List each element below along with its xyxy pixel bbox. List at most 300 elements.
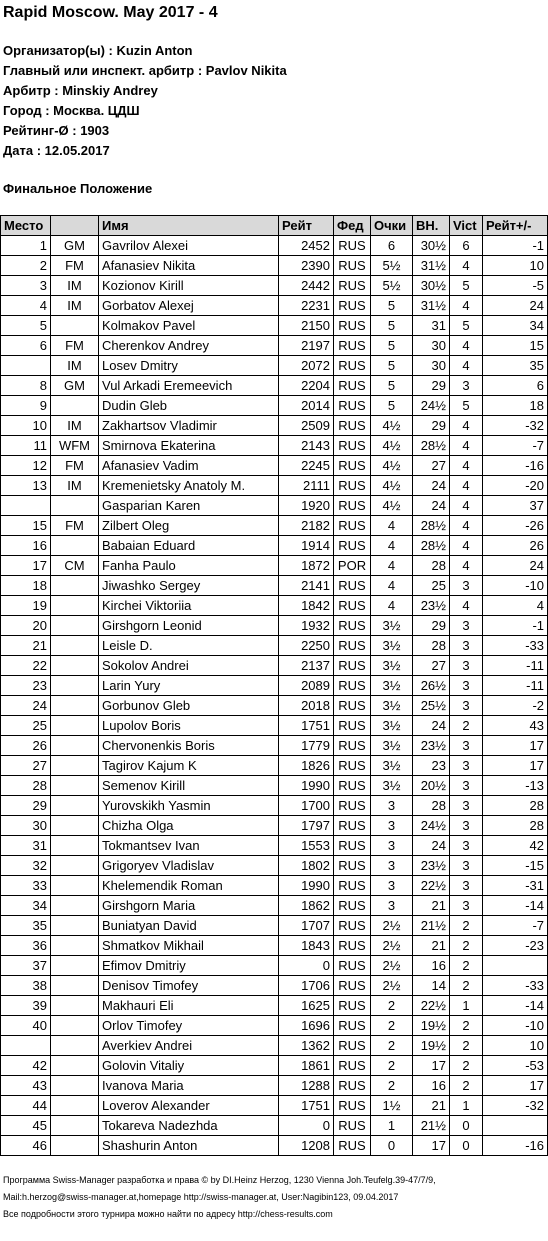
buchholz-cell: 21 bbox=[413, 896, 450, 916]
points-cell: 5 bbox=[371, 396, 413, 416]
points-cell: 5 bbox=[371, 316, 413, 336]
table-row bbox=[1, 316, 548, 336]
rating-cell: 2111 bbox=[279, 476, 334, 496]
player-name-cell: Ivanova Maria bbox=[99, 1076, 279, 1096]
victories-cell: 3 bbox=[450, 856, 483, 876]
col-header-points: Очки bbox=[371, 216, 413, 236]
rating-cell: 0 bbox=[279, 956, 334, 976]
victories-cell: 4 bbox=[450, 336, 483, 356]
rank-cell: 19 bbox=[1, 596, 51, 616]
rating-change-cell: 42 bbox=[483, 836, 548, 856]
rating-cell: 2089 bbox=[279, 676, 334, 696]
buchholz-cell: 27 bbox=[413, 656, 450, 676]
player-name-cell: Losev Dmitry bbox=[99, 356, 279, 376]
federation-cell: RUS bbox=[334, 656, 371, 676]
table-row bbox=[1, 396, 548, 416]
table-row bbox=[1, 996, 548, 1016]
federation-cell: RUS bbox=[334, 1016, 371, 1036]
title-cell bbox=[51, 996, 99, 1016]
rank-cell bbox=[1, 496, 51, 516]
table-row bbox=[1, 616, 548, 636]
player-name-cell: Efimov Dmitriy bbox=[99, 956, 279, 976]
footer-line-2: Mail:h.herzog@swiss-manager.at,homepage http://swiss-manager.at, User:Nagibin123, 09.04.2017 bbox=[3, 1192, 399, 1202]
buchholz-cell: 16 bbox=[413, 956, 450, 976]
table-row bbox=[1, 1056, 548, 1076]
title-cell: FM bbox=[51, 516, 99, 536]
table-row bbox=[1, 416, 548, 436]
points-cell: 2 bbox=[371, 1076, 413, 1096]
buchholz-cell: 31½ bbox=[413, 256, 450, 276]
points-cell: 4 bbox=[371, 576, 413, 596]
rating-change-cell: -14 bbox=[483, 996, 548, 1016]
table-row bbox=[1, 656, 548, 676]
rating-cell: 1696 bbox=[279, 1016, 334, 1036]
buchholz-cell: 30 bbox=[413, 336, 450, 356]
player-name-cell: Shashurin Anton bbox=[99, 1136, 279, 1156]
rank-cell: 10 bbox=[1, 416, 51, 436]
rank-cell: 39 bbox=[1, 996, 51, 1016]
title-cell bbox=[51, 896, 99, 916]
federation-cell: RUS bbox=[334, 1076, 371, 1096]
federation-cell: RUS bbox=[334, 996, 371, 1016]
rank-cell: 6 bbox=[1, 336, 51, 356]
table-row bbox=[1, 1076, 548, 1096]
title-cell bbox=[51, 936, 99, 956]
rating-change-cell: 28 bbox=[483, 816, 548, 836]
buchholz-cell: 21 bbox=[413, 1096, 450, 1116]
table-row bbox=[1, 736, 548, 756]
victories-cell: 3 bbox=[450, 616, 483, 636]
buchholz-cell: 23½ bbox=[413, 856, 450, 876]
rating-cell: 2231 bbox=[279, 296, 334, 316]
player-name-cell: Afanasiev Vadim bbox=[99, 456, 279, 476]
table-row bbox=[1, 916, 548, 936]
rating-cell: 2182 bbox=[279, 516, 334, 536]
player-name-cell: Kozionov Kirill bbox=[99, 276, 279, 296]
victories-cell: 4 bbox=[450, 556, 483, 576]
points-cell: 4½ bbox=[371, 476, 413, 496]
buchholz-cell: 28½ bbox=[413, 436, 450, 456]
title-cell: CM bbox=[51, 556, 99, 576]
rank-cell: 21 bbox=[1, 636, 51, 656]
points-cell: 3½ bbox=[371, 616, 413, 636]
rating-change-cell: 37 bbox=[483, 496, 548, 516]
buchholz-cell: 28½ bbox=[413, 516, 450, 536]
title-cell bbox=[51, 976, 99, 996]
federation-cell: RUS bbox=[334, 1056, 371, 1076]
federation-cell: RUS bbox=[334, 296, 371, 316]
buchholz-cell: 19½ bbox=[413, 1036, 450, 1056]
player-name-cell: Gorbunov Gleb bbox=[99, 696, 279, 716]
rank-cell: 30 bbox=[1, 816, 51, 836]
table-row bbox=[1, 796, 548, 816]
table-row bbox=[1, 1116, 548, 1136]
rank-cell: 31 bbox=[1, 836, 51, 856]
buchholz-cell: 16 bbox=[413, 1076, 450, 1096]
rating-cell: 2204 bbox=[279, 376, 334, 396]
rating-change-cell: 24 bbox=[483, 296, 548, 316]
table-row bbox=[1, 1016, 548, 1036]
rank-cell: 43 bbox=[1, 1076, 51, 1096]
title-cell bbox=[51, 396, 99, 416]
victories-cell: 4 bbox=[450, 516, 483, 536]
victories-cell: 3 bbox=[450, 796, 483, 816]
rating-cell: 1208 bbox=[279, 1136, 334, 1156]
title-cell: GM bbox=[51, 236, 99, 256]
date-line: Дата : 12.05.2017 bbox=[3, 143, 110, 158]
rating-cell: 2442 bbox=[279, 276, 334, 296]
rating-change-cell: 10 bbox=[483, 1036, 548, 1056]
federation-cell: RUS bbox=[334, 536, 371, 556]
buchholz-cell: 31 bbox=[413, 316, 450, 336]
title-cell bbox=[51, 776, 99, 796]
buchholz-cell: 17 bbox=[413, 1136, 450, 1156]
rank-cell: 13 bbox=[1, 476, 51, 496]
rating-cell: 1779 bbox=[279, 736, 334, 756]
rating-change-cell: -13 bbox=[483, 776, 548, 796]
rating-change-cell: 35 bbox=[483, 356, 548, 376]
col-header-rank: Место bbox=[1, 216, 51, 236]
player-name-cell: Zilbert Oleg bbox=[99, 516, 279, 536]
rank-cell: 3 bbox=[1, 276, 51, 296]
table-row bbox=[1, 556, 548, 576]
col-header-federation: Фед bbox=[334, 216, 371, 236]
buchholz-cell: 14 bbox=[413, 976, 450, 996]
rating-cell: 1553 bbox=[279, 836, 334, 856]
rank-cell: 38 bbox=[1, 976, 51, 996]
buchholz-cell: 24 bbox=[413, 496, 450, 516]
victories-cell: 1 bbox=[450, 1096, 483, 1116]
victories-cell: 4 bbox=[450, 496, 483, 516]
title-cell bbox=[51, 616, 99, 636]
victories-cell: 4 bbox=[450, 476, 483, 496]
rating-change-cell: 15 bbox=[483, 336, 548, 356]
federation-cell: RUS bbox=[334, 936, 371, 956]
rating-change-cell: -26 bbox=[483, 516, 548, 536]
federation-cell: RUS bbox=[334, 436, 371, 456]
points-cell: 2½ bbox=[371, 916, 413, 936]
victories-cell: 2 bbox=[450, 956, 483, 976]
table-header-row bbox=[1, 216, 548, 236]
player-name-cell: Dudin Gleb bbox=[99, 396, 279, 416]
points-cell: 5 bbox=[371, 356, 413, 376]
victories-cell: 4 bbox=[450, 456, 483, 476]
points-cell: 0 bbox=[371, 1136, 413, 1156]
federation-cell: RUS bbox=[334, 836, 371, 856]
table-row bbox=[1, 876, 548, 896]
federation-cell: RUS bbox=[334, 356, 371, 376]
rating-cell: 2197 bbox=[279, 336, 334, 356]
rating-cell: 1625 bbox=[279, 996, 334, 1016]
player-name-cell: Cherenkov Andrey bbox=[99, 336, 279, 356]
rating-cell: 2452 bbox=[279, 236, 334, 256]
col-header-buchholz: ВН. bbox=[413, 216, 450, 236]
table-row bbox=[1, 456, 548, 476]
rating-change-cell: 10 bbox=[483, 256, 548, 276]
rating-change-cell: -32 bbox=[483, 416, 548, 436]
title-cell bbox=[51, 696, 99, 716]
buchholz-cell: 24½ bbox=[413, 816, 450, 836]
player-name-cell: Smirnova Ekaterina bbox=[99, 436, 279, 456]
title-cell bbox=[51, 656, 99, 676]
table-row bbox=[1, 636, 548, 656]
points-cell: 2½ bbox=[371, 976, 413, 996]
points-cell: 2 bbox=[371, 1056, 413, 1076]
player-name-cell: Tokmantsev Ivan bbox=[99, 836, 279, 856]
table-row bbox=[1, 576, 548, 596]
player-name-cell: Tagirov Kajum K bbox=[99, 756, 279, 776]
title-cell bbox=[51, 736, 99, 756]
rating-change-cell: 26 bbox=[483, 536, 548, 556]
rank-cell: 42 bbox=[1, 1056, 51, 1076]
player-name-cell: Kolmakov Pavel bbox=[99, 316, 279, 336]
rank-cell: 40 bbox=[1, 1016, 51, 1036]
points-cell: 3½ bbox=[371, 756, 413, 776]
table-row bbox=[1, 276, 548, 296]
rating-change-cell: 6 bbox=[483, 376, 548, 396]
rating-cell: 2014 bbox=[279, 396, 334, 416]
avg-rating-line: Рейтинг-Ø : 1903 bbox=[3, 123, 110, 138]
buchholz-cell: 31½ bbox=[413, 296, 450, 316]
title-cell bbox=[51, 876, 99, 896]
rating-change-cell: 34 bbox=[483, 316, 548, 336]
rank-cell: 5 bbox=[1, 316, 51, 336]
rank-cell: 33 bbox=[1, 876, 51, 896]
rating-change-cell: -23 bbox=[483, 936, 548, 956]
arbiter-line: Арбитр : Minskiy Andrey bbox=[3, 83, 158, 98]
rank-cell bbox=[1, 356, 51, 376]
player-name-cell: Girshgorn Maria bbox=[99, 896, 279, 916]
federation-cell: RUS bbox=[334, 1116, 371, 1136]
col-header-rating-change: Рейт+/- bbox=[483, 216, 548, 236]
rank-cell: 26 bbox=[1, 736, 51, 756]
table-row bbox=[1, 896, 548, 916]
rating-change-cell: -5 bbox=[483, 276, 548, 296]
rating-cell: 2509 bbox=[279, 416, 334, 436]
rank-cell: 2 bbox=[1, 256, 51, 276]
rank-cell: 23 bbox=[1, 676, 51, 696]
points-cell: 2 bbox=[371, 1016, 413, 1036]
title-cell bbox=[51, 1016, 99, 1036]
rank-cell: 9 bbox=[1, 396, 51, 416]
federation-cell: RUS bbox=[334, 316, 371, 336]
victories-cell: 3 bbox=[450, 776, 483, 796]
buchholz-cell: 28 bbox=[413, 636, 450, 656]
points-cell: 3½ bbox=[371, 696, 413, 716]
victories-cell: 4 bbox=[450, 596, 483, 616]
points-cell: 5 bbox=[371, 296, 413, 316]
rating-cell: 1706 bbox=[279, 976, 334, 996]
points-cell: 3 bbox=[371, 816, 413, 836]
player-name-cell: Shmatkov Mikhail bbox=[99, 936, 279, 956]
title-cell: IM bbox=[51, 276, 99, 296]
player-name-cell: Yurovskikh Yasmin bbox=[99, 796, 279, 816]
buchholz-cell: 24 bbox=[413, 716, 450, 736]
points-cell: 3½ bbox=[371, 636, 413, 656]
rating-change-cell: 17 bbox=[483, 736, 548, 756]
rank-cell: 8 bbox=[1, 376, 51, 396]
title-cell bbox=[51, 316, 99, 336]
col-header-name: Имя bbox=[99, 216, 279, 236]
buchholz-cell: 25 bbox=[413, 576, 450, 596]
footer-line-1: Программа Swiss-Manager разработка и права © by DI.Heinz Herzog, 1230 Vienna Joh.Teufelg.39-47/7/9, bbox=[3, 1175, 436, 1185]
victories-cell: 2 bbox=[450, 916, 483, 936]
rating-change-cell: -1 bbox=[483, 616, 548, 636]
buchholz-cell: 29 bbox=[413, 376, 450, 396]
victories-cell: 3 bbox=[450, 656, 483, 676]
buchholz-cell: 19½ bbox=[413, 1016, 450, 1036]
rating-change-cell: -20 bbox=[483, 476, 548, 496]
rating-change-cell: -15 bbox=[483, 856, 548, 876]
table-row bbox=[1, 696, 548, 716]
rank-cell: 20 bbox=[1, 616, 51, 636]
rank-cell: 22 bbox=[1, 656, 51, 676]
rating-cell: 2018 bbox=[279, 696, 334, 716]
federation-cell: POR bbox=[334, 556, 371, 576]
player-name-cell: Lupolov Boris bbox=[99, 716, 279, 736]
rating-cell: 1842 bbox=[279, 596, 334, 616]
rating-cell: 1288 bbox=[279, 1076, 334, 1096]
rating-cell: 1751 bbox=[279, 716, 334, 736]
title-cell bbox=[51, 1136, 99, 1156]
rating-cell: 2250 bbox=[279, 636, 334, 656]
buchholz-cell: 21 bbox=[413, 936, 450, 956]
table-row bbox=[1, 376, 548, 396]
rank-cell: 27 bbox=[1, 756, 51, 776]
victories-cell: 4 bbox=[450, 536, 483, 556]
table-row bbox=[1, 536, 548, 556]
buchholz-cell: 28½ bbox=[413, 536, 450, 556]
rating-cell: 1700 bbox=[279, 796, 334, 816]
victories-cell: 2 bbox=[450, 716, 483, 736]
rating-cell: 1843 bbox=[279, 936, 334, 956]
table-row bbox=[1, 436, 548, 456]
title-cell bbox=[51, 1116, 99, 1136]
player-name-cell: Semenov Kirill bbox=[99, 776, 279, 796]
federation-cell: RUS bbox=[334, 816, 371, 836]
title-cell bbox=[51, 856, 99, 876]
victories-cell: 6 bbox=[450, 236, 483, 256]
points-cell: 2 bbox=[371, 996, 413, 1016]
rank-cell: 28 bbox=[1, 776, 51, 796]
buchholz-cell: 17 bbox=[413, 1056, 450, 1076]
rating-cell: 1826 bbox=[279, 756, 334, 776]
buchholz-cell: 27 bbox=[413, 456, 450, 476]
table-row bbox=[1, 336, 548, 356]
buchholz-cell: 25½ bbox=[413, 696, 450, 716]
player-name-cell: Larin Yury bbox=[99, 676, 279, 696]
victories-cell: 4 bbox=[450, 296, 483, 316]
federation-cell: RUS bbox=[334, 716, 371, 736]
table-row bbox=[1, 296, 548, 316]
rank-cell: 15 bbox=[1, 516, 51, 536]
buchholz-cell: 21½ bbox=[413, 1116, 450, 1136]
federation-cell: RUS bbox=[334, 476, 371, 496]
points-cell: 4 bbox=[371, 556, 413, 576]
rating-cell: 1872 bbox=[279, 556, 334, 576]
points-cell: 1½ bbox=[371, 1096, 413, 1116]
col-header-rating: Рейт bbox=[279, 216, 334, 236]
title-cell bbox=[51, 836, 99, 856]
rank-cell: 46 bbox=[1, 1136, 51, 1156]
points-cell: 2 bbox=[371, 1036, 413, 1056]
title-cell bbox=[51, 496, 99, 516]
rating-change-cell: -33 bbox=[483, 976, 548, 996]
points-cell: 2½ bbox=[371, 936, 413, 956]
rating-cell: 2072 bbox=[279, 356, 334, 376]
table-row bbox=[1, 836, 548, 856]
player-name-cell: Gavrilov Alexei bbox=[99, 236, 279, 256]
federation-cell: RUS bbox=[334, 976, 371, 996]
federation-cell: RUS bbox=[334, 256, 371, 276]
federation-cell: RUS bbox=[334, 636, 371, 656]
victories-cell: 3 bbox=[450, 676, 483, 696]
rank-cell: 29 bbox=[1, 796, 51, 816]
rating-cell: 1751 bbox=[279, 1096, 334, 1116]
rating-change-cell: -31 bbox=[483, 876, 548, 896]
title-cell: GM bbox=[51, 376, 99, 396]
rating-change-cell: 43 bbox=[483, 716, 548, 736]
player-name-cell: Leisle D. bbox=[99, 636, 279, 656]
points-cell: 4 bbox=[371, 516, 413, 536]
victories-cell: 5 bbox=[450, 316, 483, 336]
buchholz-cell: 26½ bbox=[413, 676, 450, 696]
player-name-cell: Tokareva Nadezhda bbox=[99, 1116, 279, 1136]
col-header-victories: Vict bbox=[450, 216, 483, 236]
federation-cell: RUS bbox=[334, 696, 371, 716]
federation-cell: RUS bbox=[334, 956, 371, 976]
rating-change-cell: 18 bbox=[483, 396, 548, 416]
table-row bbox=[1, 956, 548, 976]
table-row bbox=[1, 856, 548, 876]
rating-change-cell bbox=[483, 956, 548, 976]
rating-change-cell: -10 bbox=[483, 576, 548, 596]
player-name-cell: Gorbatov Alexej bbox=[99, 296, 279, 316]
player-name-cell: Chizha Olga bbox=[99, 816, 279, 836]
player-name-cell: Kirchei Viktoriia bbox=[99, 596, 279, 616]
points-cell: 3 bbox=[371, 896, 413, 916]
title-cell bbox=[51, 796, 99, 816]
victories-cell: 3 bbox=[450, 736, 483, 756]
points-cell: 3½ bbox=[371, 656, 413, 676]
rating-change-cell: -11 bbox=[483, 676, 548, 696]
buchholz-cell: 23 bbox=[413, 756, 450, 776]
points-cell: 3½ bbox=[371, 676, 413, 696]
standings-table bbox=[0, 215, 548, 1156]
rank-cell: 36 bbox=[1, 936, 51, 956]
title-cell bbox=[51, 816, 99, 836]
table-row bbox=[1, 596, 548, 616]
rating-change-cell: 24 bbox=[483, 556, 548, 576]
points-cell: 5 bbox=[371, 376, 413, 396]
player-name-cell: Buniatyan David bbox=[99, 916, 279, 936]
title-cell: FM bbox=[51, 256, 99, 276]
rank-cell: 16 bbox=[1, 536, 51, 556]
rank-cell: 37 bbox=[1, 956, 51, 976]
buchholz-cell: 24½ bbox=[413, 396, 450, 416]
federation-cell: RUS bbox=[334, 496, 371, 516]
points-cell: 3½ bbox=[371, 736, 413, 756]
victories-cell: 4 bbox=[450, 416, 483, 436]
title-cell bbox=[51, 1096, 99, 1116]
buchholz-cell: 22½ bbox=[413, 996, 450, 1016]
player-name-cell: Averkiev Andrei bbox=[99, 1036, 279, 1056]
rating-cell: 1707 bbox=[279, 916, 334, 936]
victories-cell: 3 bbox=[450, 896, 483, 916]
table-row bbox=[1, 756, 548, 776]
victories-cell: 3 bbox=[450, 876, 483, 896]
rating-change-cell: -7 bbox=[483, 436, 548, 456]
